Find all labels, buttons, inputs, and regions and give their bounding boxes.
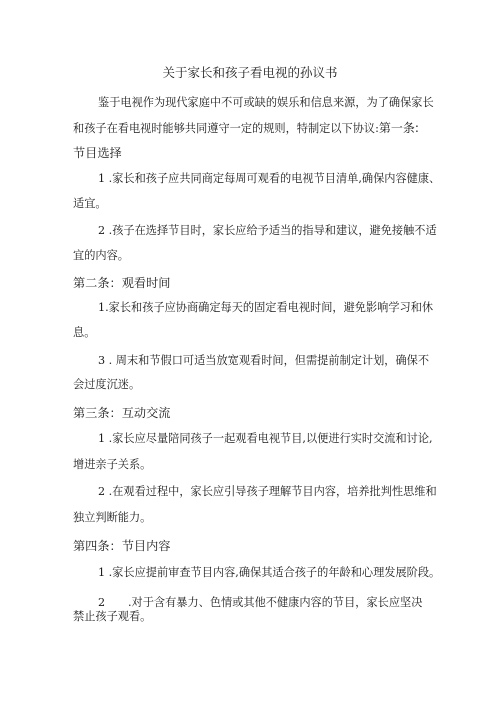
section-4-item-2-line-2: 禁止孩子观看。	[73, 610, 152, 623]
section-3-heading: 第三条：互动交流	[73, 406, 171, 420]
section-2-heading: 第二条：观看时间	[73, 276, 171, 290]
intro-line-2	[73, 121, 419, 136]
intro-line-2-text: 和孩子在看电视时能够共同遵守一定的规则，特制定以下协议:	[73, 122, 379, 135]
section-4-item-2-number: 2	[98, 596, 106, 609]
section-4-heading: 第四条：节目内容	[73, 539, 171, 553]
section-4-item-1-line-1: 1 .家长应提前审查节目内容,确保其适合孩子的年龄和心理发展阶段。	[98, 566, 441, 579]
section-4-item-2-line-1: .对于含有暴力、色情或其他不健康内容的节目，家长应坚决	[128, 596, 423, 609]
document-title: 关于家长和孩子看电视的孙议书	[162, 65, 338, 80]
section-2-item-2-line-1: 3 . 周末和节假口可适当放宽观看时间，但需提前制定计划，确保不	[98, 354, 430, 367]
section-2-item-1-line-2: 息。	[73, 326, 96, 339]
article-1-label: 第一条:	[378, 121, 419, 135]
section-2-item-1-line-1: 1.家长和孩子应协商确定每天的固定看电视时间，避免影响学习和休	[98, 301, 434, 314]
section-3-item-1-line-1: 1 .家长应尽量陪同孩子一起观看电视节目,以便进行实时交流和讨论,	[98, 432, 433, 445]
section-1-item-1-line-2: 适宜。	[73, 197, 107, 210]
intro-line-1: 鉴于电视作为现代家庭中不可或缺的娱乐和信息来源，为了确保家长	[98, 96, 434, 109]
section-2-item-2-line-2: 会过度沉迷。	[73, 378, 141, 391]
section-1-heading: 节目选择	[73, 146, 122, 160]
section-1-item-2-line-2: 宜的内容。	[73, 249, 129, 262]
section-3-item-2-line-1: 2 .在观看过程中，家长应引导孩子理解节目内容，培养批判性思维和	[98, 485, 437, 498]
section-3-item-1-line-2: 增进亲子关系。	[73, 458, 152, 471]
section-1-item-2-line-1: 2 .孩子在选择节目时，家长应给予适当的指导和建议，避免接触不适	[98, 224, 437, 237]
section-3-item-2-line-2: 独立判断能力。	[73, 511, 152, 524]
section-1-item-1-line-1: 1 .家长和孩子应共同商定每周可观看的电视节目清单,确保内容健康、	[98, 172, 441, 185]
